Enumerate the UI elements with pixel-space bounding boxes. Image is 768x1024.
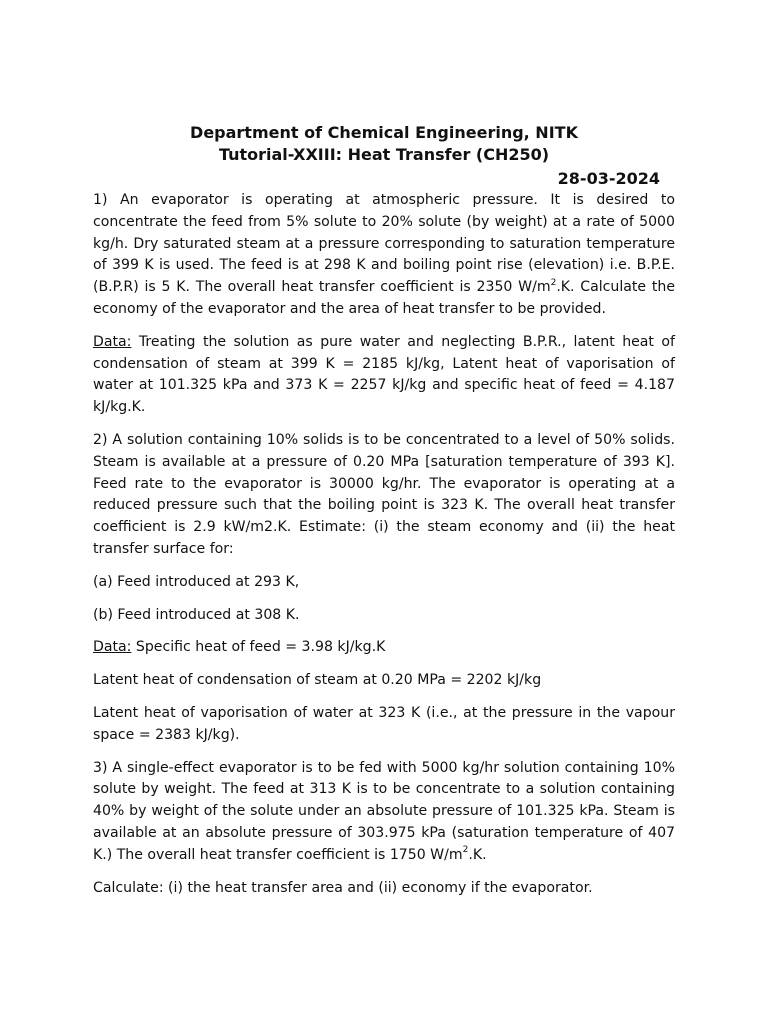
question-2-data-label: Data: xyxy=(93,639,132,656)
question-2: 2) A solution containing 10% solids is to be concentrated to a level of 50% solids. Steam is available at a pressure of 0.20 MPa [saturation temperature of 393 K]. Feed rate to the evaporator is 30000 kg/hr. The evaporator is operating at a reduced pressure such that the boiling point is 323 K. The overall heat transfer coefficient is 2.9 kW/m2.K. Estimate: (i) the steam economy and (ii) the heat transfer surface for: xyxy=(93,431,675,557)
department-title: Department of Chemical Engineering, NITK xyxy=(190,123,578,142)
question-1-data-text: Treating the solution as pure water and neglecting B.P.R., latent heat of condensation of steam at 399 K = 2185 kJ/kg, Latent heat of vaporisation of water at 101.325 kPa and 373 K = 2257 kJ/kg and specific heat of feed = 4.187 kJ/kg.K. xyxy=(93,333,675,416)
question-1-text-end: .K. Calculate the economy of the evaporator and the area of heat transfer to be provided. xyxy=(93,279,675,317)
document-header xyxy=(94,122,674,166)
question-3-superscript: 2 xyxy=(462,845,469,856)
question-2-latent-condensation: Latent heat of condensation of steam at 0.20 MPa = 2202 kJ/kg xyxy=(93,672,542,689)
question-3-text-end: .K. xyxy=(468,846,487,863)
question-1-superscript: 2 xyxy=(550,277,557,288)
question-1-text: 1) An evaporator is operating at atmospheric pressure. It is desired to concentrate the feed from 5% solute to 20% solute (by weight) at a rate of 5000 kg/h. Dry saturated steam at a pressure corresponding to saturation temperature of 399 K is used. The feed is at 298 K and boiling point rise (elevation) i.e. B.P.E. (B.P.R) is 5 K. The overall heat transfer coefficient is 2350 W/m xyxy=(93,192,675,296)
question-2-case-b: (b) Feed introduced at 308 K. xyxy=(93,606,300,623)
question-3-text: 3) A single-effect evaporator is to be fed with 5000 kg/hr solution containing 10% solute by weight. The feed at 313 K is to be concentrate to a solution containing 40% by weight of the solute under an absolute pressure of 101.325 kPa. Steam is available at an absolute pressure of 303.975 kPa (saturation temperature of 407 K.) The overall heat transfer coefficient is 1750 W/m xyxy=(93,759,675,863)
question-1-data xyxy=(93,332,675,419)
question-3 xyxy=(93,758,675,867)
question-2-data xyxy=(93,637,675,659)
question-2-case-a: (a) Feed introduced at 293 K, xyxy=(93,573,300,590)
tutorial-date: 28-03-2024 xyxy=(557,169,660,188)
question-2-data-text: Specific heat of feed = 3.98 kJ/kg.K xyxy=(131,639,386,656)
tutorial-title: Tutorial-XXIII: Heat Transfer (CH250) xyxy=(218,145,550,164)
question-1 xyxy=(93,190,675,321)
question-2-latent-vaporisation: Latent heat of vaporisation of water at 323 K (i.e., at the pressure in the vapour space = 2383 kJ/kg). xyxy=(93,704,675,743)
document-body xyxy=(93,190,675,910)
question-1-data-label: Data: xyxy=(93,333,132,350)
question-3-calculate: Calculate: (i) the heat transfer area and (ii) economy if the evaporator. xyxy=(93,879,593,896)
